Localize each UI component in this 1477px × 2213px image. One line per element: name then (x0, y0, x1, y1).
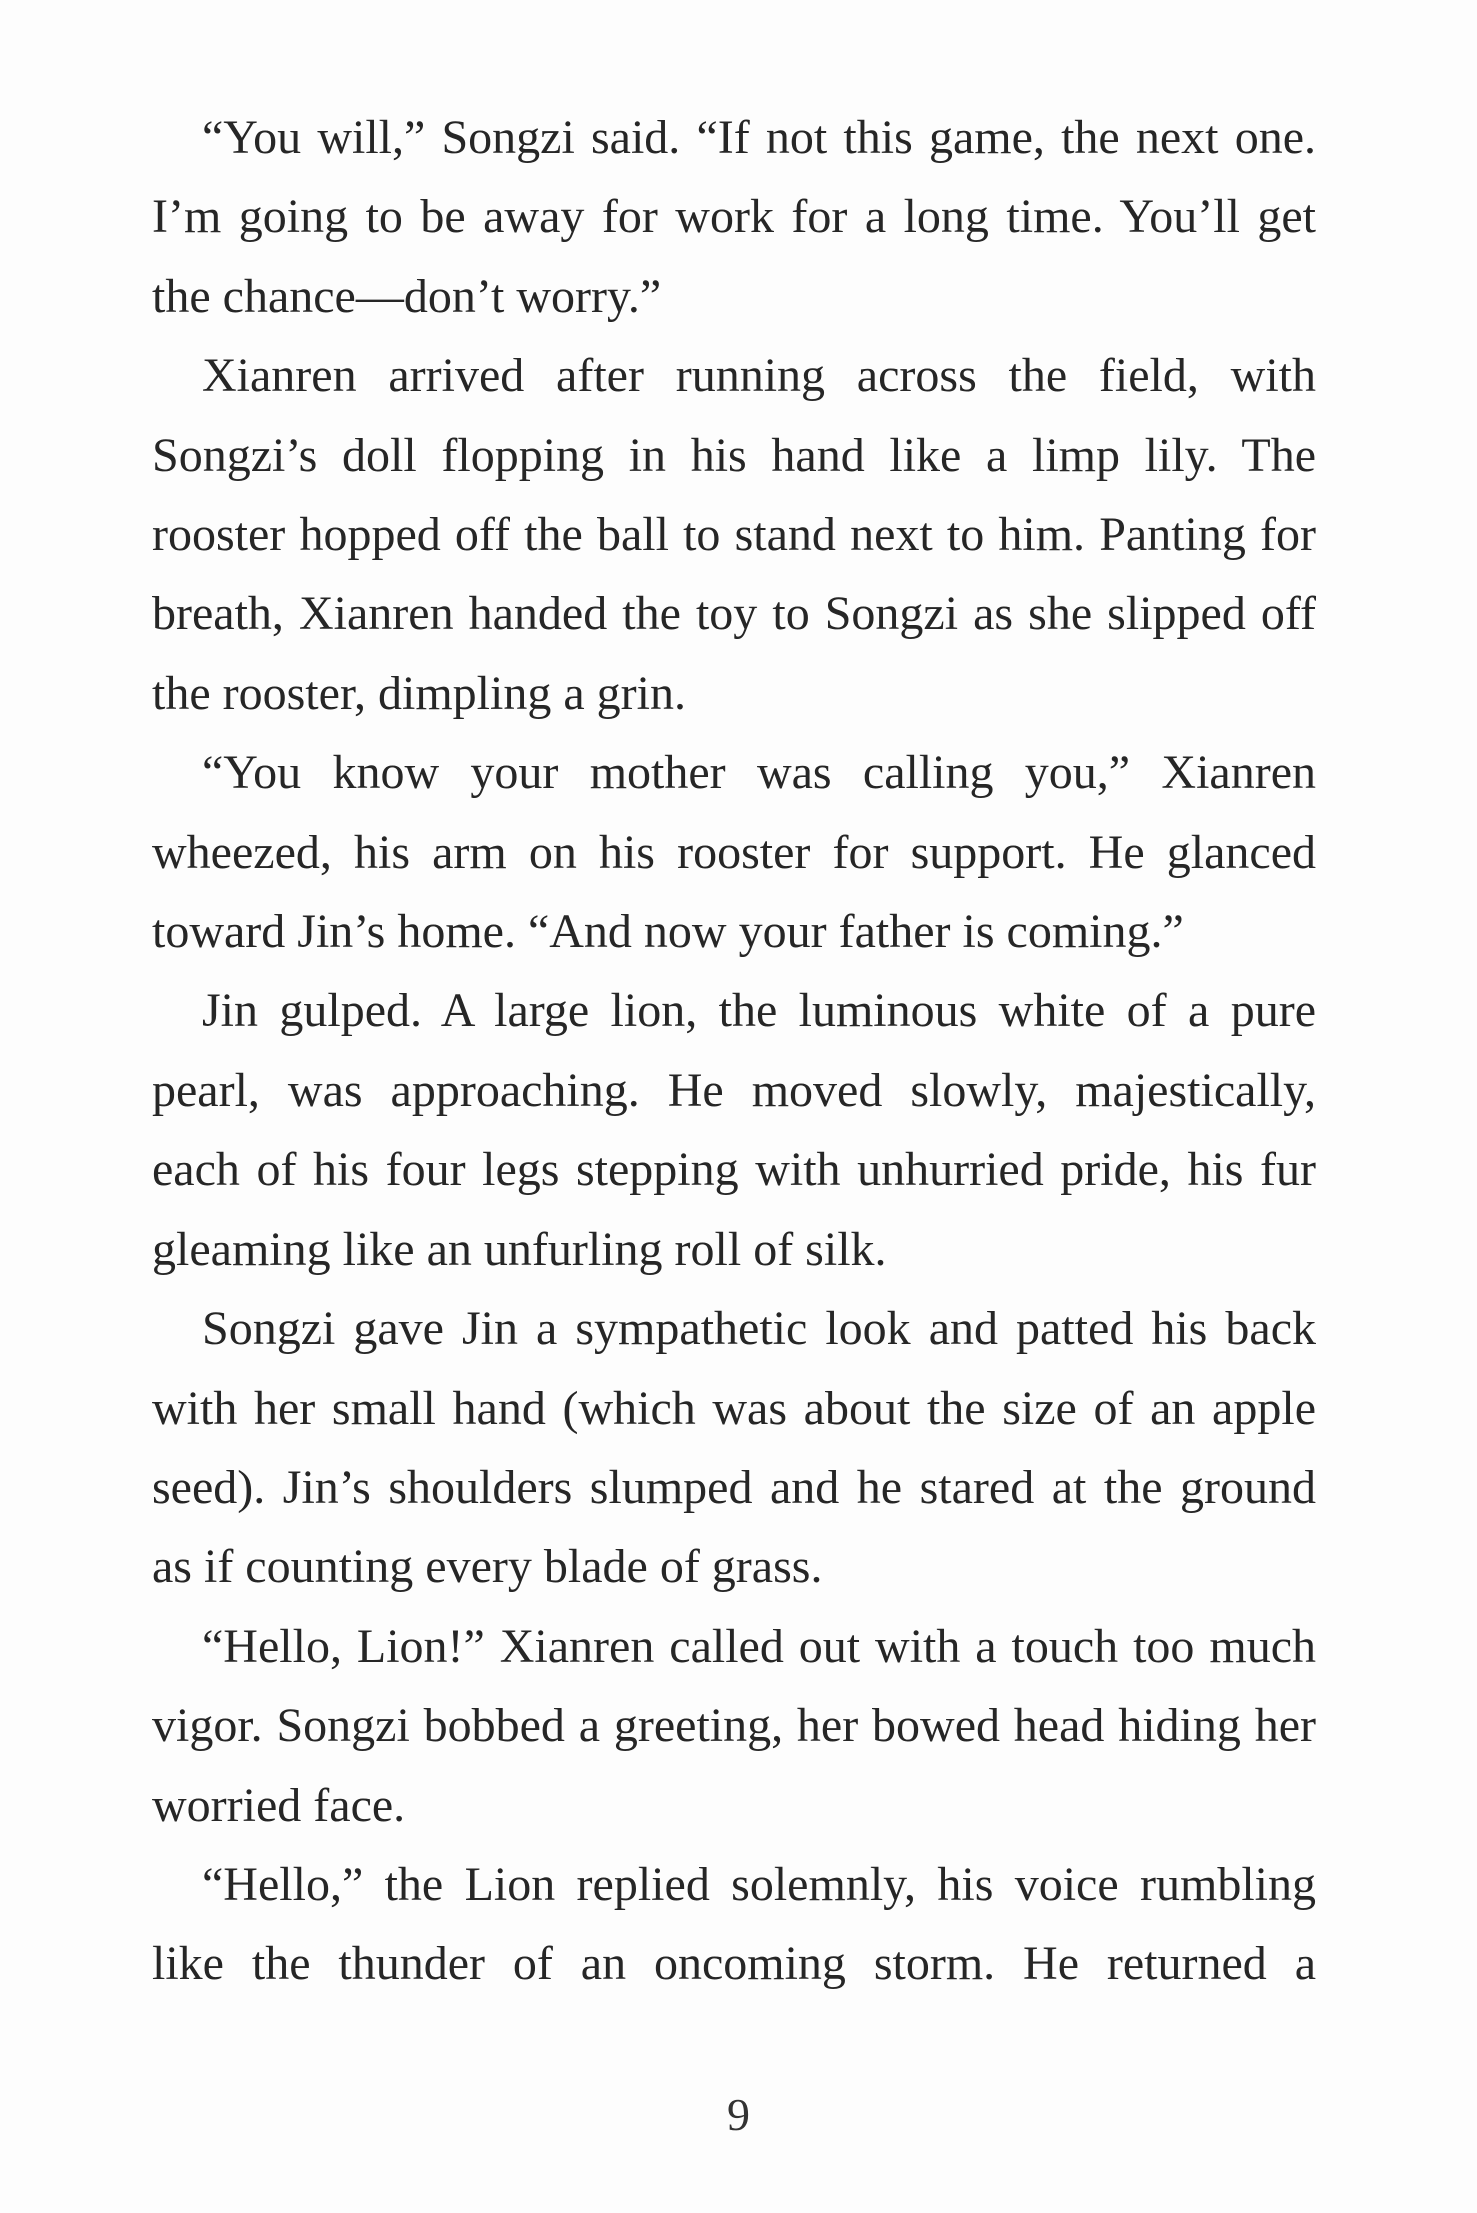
paragraph-2: Xianren arrived after running across the field, with Songzi’s doll flopping in his hand like a limp lily. The rooster hopped off the ball to stand next to him. Panting for breath, Xianren handed the toy to Songzi as she slipped off the rooster, dimpling a grin. (152, 349, 1316, 720)
paragraph-1: “You will,” Songzi said. “If not this game, the next one. I’m going to be away for work for a long time. You’ll get the chance—don’t worry.” (152, 111, 1316, 323)
paragraph-4: Jin gulped. A large lion, the luminous white of a pure pearl, was approaching. He moved slowly, majestically, each of his four legs stepping with unhurried pride, his fur gleaming like an unfurling roll of silk. (152, 984, 1316, 1276)
paragraph-5: Songzi gave Jin a sympathetic look and patted his back with her small hand (which was about the size of an apple seed). Jin’s shoulders slumped and he stared at the ground as if counting every blade of grass. (152, 1302, 1316, 1594)
page-number: 9 (727, 2089, 750, 2140)
paragraph-3: “You know your mother was calling you,” Xianren wheezed, his arm on his rooster for support. He glanced toward Jin’s home. “And now your father is coming.” (152, 746, 1316, 959)
paragraph-7: “Hello,” the Lion replied solemnly, his voice rumbling like the thunder of an oncoming storm. He returned a (152, 1857, 1316, 1991)
body-text (152, 98, 1316, 2004)
paragraph-6: “Hello, Lion!” Xianren called out with a touch too much vigor. Songzi bobbed a greeting, her bowed head hiding her worried face. (152, 1619, 1316, 1832)
